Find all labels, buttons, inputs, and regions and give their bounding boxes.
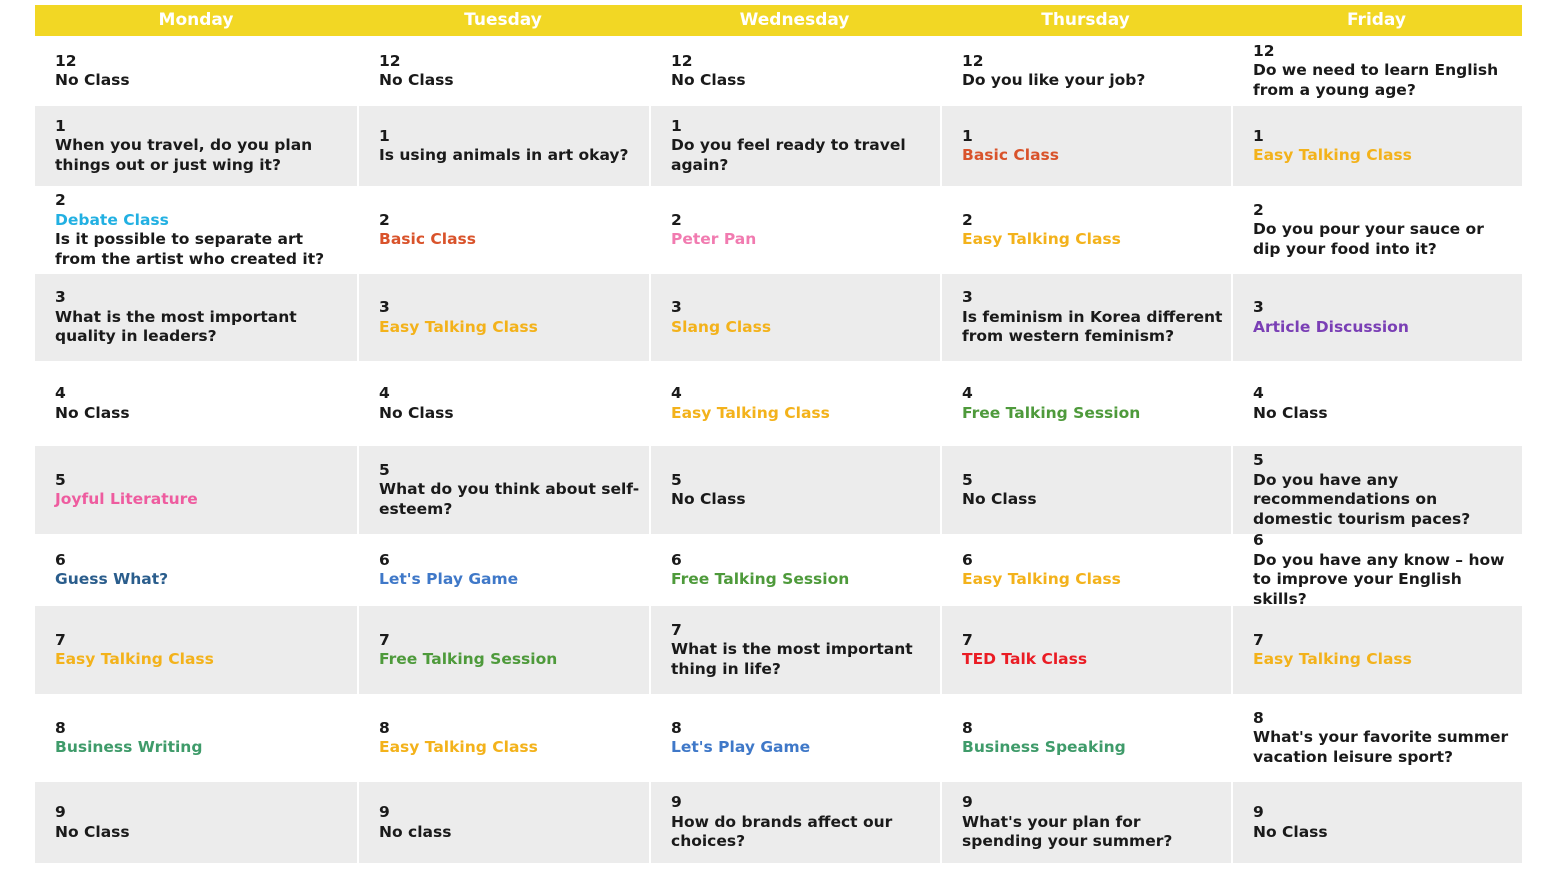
period-number: 4: [671, 384, 682, 402]
period-number: 1: [55, 116, 66, 135]
class-topic: No Class: [962, 490, 1037, 508]
class-topic: No Class: [671, 490, 746, 508]
day-header-thursday: Thursday: [1041, 10, 1130, 30]
class-topic: Is using animals in art okay?: [379, 146, 629, 164]
class-topic: Let's Play Game: [379, 570, 519, 588]
schedule-row: [35, 782, 1522, 863]
schedule-cell-wednesday: [649, 606, 940, 694]
period-number: 6: [671, 550, 682, 569]
period-number: 9: [962, 793, 973, 812]
schedule-cell-friday: [1231, 361, 1522, 446]
period-number: 9: [55, 803, 66, 821]
period-number: 5: [55, 470, 66, 489]
class-topic: Free Talking Session: [671, 570, 850, 588]
class-topic: Is feminism in Korea different from western feminism?: [962, 307, 1223, 346]
period-number: 7: [379, 630, 390, 649]
period-number: 6: [962, 550, 973, 569]
period-number: 9: [379, 803, 390, 821]
schedule-row: [35, 186, 1522, 274]
schedule-cell-wednesday: [649, 694, 940, 782]
period-number: 7: [671, 620, 682, 639]
schedule-cell-thursday: [940, 186, 1231, 274]
class-topic: No Class: [379, 403, 454, 422]
schedule-cell-tuesday: [357, 186, 649, 274]
class-topic: Easy Talking Class: [671, 403, 830, 422]
class-topic: Free Talking Session: [379, 650, 558, 668]
period-number: 8: [379, 718, 390, 737]
schedule-cell-tuesday: [357, 694, 649, 782]
period-number: 2: [379, 210, 390, 229]
class-topic: Easy Talking Class: [962, 230, 1121, 248]
schedule-cell-friday: [1231, 274, 1522, 361]
class-topic: Debate Class: [55, 210, 169, 229]
class-topic: Easy Talking Class: [379, 317, 538, 336]
schedule-cell-monday: [35, 606, 357, 694]
class-topic: Let's Play Game: [671, 738, 811, 756]
period-number: 8: [55, 718, 66, 737]
period-number: 5: [379, 460, 390, 479]
period-number: 1: [379, 126, 390, 145]
class-topic: Do you like your job?: [962, 71, 1146, 89]
schedule-row: [35, 36, 1522, 106]
period-number: 8: [962, 718, 973, 737]
period-number: 12: [55, 51, 77, 70]
day-header-friday: Friday: [1347, 10, 1406, 30]
day-header-tuesday: Tuesday: [464, 10, 542, 30]
schedule-cell-friday: [1231, 36, 1522, 106]
schedule-cell-tuesday: [357, 274, 649, 361]
schedule-cell-wednesday: [649, 446, 940, 534]
schedule-cell-tuesday: [357, 782, 649, 863]
period-number: 4: [55, 384, 66, 402]
class-topic: Guess What?: [55, 570, 169, 588]
schedule-cell-friday: [1231, 106, 1522, 186]
schedule-cell-friday: [1231, 446, 1522, 534]
schedule-cell-tuesday: [357, 361, 649, 446]
schedule-cell-tuesday: [357, 446, 649, 534]
schedule-cell-thursday: [940, 694, 1231, 782]
period-number: 2: [962, 210, 973, 229]
schedule-cell-wednesday: [649, 186, 940, 274]
class-topic: No Class: [55, 403, 130, 422]
schedule-cell-thursday: [940, 274, 1231, 361]
period-number: 1: [1253, 126, 1264, 145]
period-number: 5: [1253, 451, 1264, 469]
period-number: 3: [671, 298, 682, 316]
class-topic: Do you feel ready to travel again?: [671, 136, 906, 174]
day-header-wednesday: Wednesday: [739, 10, 850, 30]
class-topic: Basic Class: [962, 146, 1059, 164]
class-topic: Easy Talking Class: [379, 738, 538, 756]
schedule-row: [35, 694, 1522, 782]
period-number: 8: [671, 718, 682, 737]
class-topic: Business Speaking: [962, 738, 1126, 756]
period-number: 9: [1253, 803, 1264, 821]
class-topic: No Class: [1253, 822, 1328, 841]
class-topic: How do brands affect our choices?: [671, 812, 893, 851]
period-number: 6: [379, 550, 390, 569]
class-topic: No Class: [55, 822, 130, 841]
period-number: 7: [1253, 630, 1264, 649]
class-topic: No Class: [55, 71, 130, 89]
period-number: 7: [962, 630, 973, 649]
class-topic: No Class: [671, 71, 746, 89]
period-number: 12: [1253, 41, 1275, 60]
schedule-body: [35, 36, 1522, 863]
class-topic: Do you have any recommendations on domestic tourism paces?: [1253, 470, 1471, 528]
schedule-cell-monday: [35, 534, 357, 606]
schedule-cell-wednesday: [649, 361, 940, 446]
schedule-cell-monday: [35, 106, 357, 186]
period-number: 4: [962, 384, 973, 402]
period-number: 9: [671, 793, 682, 812]
period-number: 6: [55, 550, 66, 569]
class-topic: Joyful Literature: [55, 490, 198, 508]
class-topic: When you travel, do you plan things out or just wing it?: [55, 136, 313, 174]
schedule-cell-tuesday: [357, 606, 649, 694]
schedule-cell-monday: [35, 361, 357, 446]
schedule-cell-monday: [35, 694, 357, 782]
schedule-cell-thursday: [940, 361, 1231, 446]
period-number: 1: [671, 116, 682, 135]
period-number: 8: [1253, 708, 1264, 727]
period-number: 4: [1253, 384, 1264, 402]
schedule-cell-thursday: [940, 446, 1231, 534]
weekly-class-schedule: [35, 5, 1522, 863]
schedule-cell-friday: [1231, 186, 1522, 274]
class-topic: Do you have any know – how to improve your English skills?: [1253, 550, 1505, 608]
schedule-cell-wednesday: [649, 36, 940, 106]
class-topic: Slang Class: [671, 317, 772, 336]
schedule-cell-monday: [35, 782, 357, 863]
period-number: 2: [55, 191, 66, 209]
period-number: 12: [962, 51, 984, 70]
schedule-cell-thursday: [940, 36, 1231, 106]
class-topic: Peter Pan: [671, 230, 757, 248]
period-number: 5: [671, 470, 682, 489]
schedule-cell-tuesday: [357, 534, 649, 606]
class-topic: What is the most important thing in life?: [671, 640, 913, 678]
schedule-row: [35, 606, 1522, 694]
period-number: 1: [962, 126, 973, 145]
class-topic: No Class: [1253, 403, 1328, 422]
schedule-cell-thursday: [940, 606, 1231, 694]
schedule-cell-thursday: [940, 782, 1231, 863]
day-header-monday: Monday: [158, 10, 234, 30]
class-topic: No Class: [379, 71, 454, 89]
class-topic: No class: [379, 822, 452, 841]
schedule-row: [35, 446, 1522, 534]
class-topic: Free Talking Session: [962, 403, 1141, 422]
schedule-cell-tuesday: [357, 36, 649, 106]
schedule-cell-monday: [35, 446, 357, 534]
class-topic: Easy Talking Class: [962, 570, 1121, 588]
schedule-cell-monday: [35, 186, 357, 274]
period-number: 5: [962, 470, 973, 489]
schedule-cell-friday: [1231, 694, 1522, 782]
schedule-cell-friday: [1231, 782, 1522, 863]
class-topic: Basic Class: [379, 230, 476, 248]
class-topic: What's your favorite summer vacation leisure sport?: [1253, 728, 1509, 766]
schedule-header-row: [35, 5, 1522, 36]
period-number: 3: [1253, 298, 1264, 316]
class-topic: What is the most important quality in leaders?: [55, 307, 297, 346]
schedule-row: [35, 531, 1522, 608]
class-topic: What do you think about self-esteem?: [379, 480, 640, 518]
schedule-cell-wednesday: [649, 274, 940, 361]
period-number: 12: [671, 51, 693, 70]
schedule-cell-friday: [1231, 606, 1522, 694]
schedule-cell-tuesday: [357, 106, 649, 186]
period-number: 6: [1253, 531, 1264, 549]
class-topic: Easy Talking Class: [1253, 146, 1412, 164]
period-number: 2: [671, 210, 682, 229]
class-topic: Easy Talking Class: [1253, 650, 1412, 668]
class-topic: Do we need to learn English from a young age?: [1253, 61, 1499, 99]
schedule-cell-wednesday: [649, 534, 940, 606]
schedule-cell-wednesday: [649, 782, 940, 863]
schedule-cell-monday: [35, 36, 357, 106]
period-number: 12: [379, 51, 401, 70]
class-topic: What's your plan for spending your summer?: [962, 812, 1173, 851]
schedule-cell-wednesday: [649, 106, 940, 186]
period-number: 3: [962, 288, 973, 307]
class-topic: Is it possible to separate art from the artist who created it?: [55, 230, 325, 268]
period-number: 4: [379, 384, 390, 402]
class-topic: TED Talk Class: [962, 650, 1088, 668]
schedule-cell-thursday: [940, 106, 1231, 186]
schedule-row: [35, 361, 1522, 446]
class-topic: Article Discussion: [1253, 317, 1409, 336]
period-number: 3: [55, 288, 66, 307]
schedule-cell-monday: [35, 274, 357, 361]
period-number: 7: [55, 630, 66, 649]
schedule-cell-friday: [1231, 531, 1522, 608]
class-topic: Do you pour your sauce or dip your food into it?: [1253, 220, 1484, 258]
period-number: 3: [379, 298, 390, 316]
period-number: 2: [1253, 200, 1264, 219]
schedule-cell-thursday: [940, 534, 1231, 606]
class-topic: Business Writing: [55, 738, 203, 756]
class-topic: Easy Talking Class: [55, 650, 214, 668]
schedule-row: [35, 106, 1522, 186]
schedule-row: [35, 274, 1522, 361]
